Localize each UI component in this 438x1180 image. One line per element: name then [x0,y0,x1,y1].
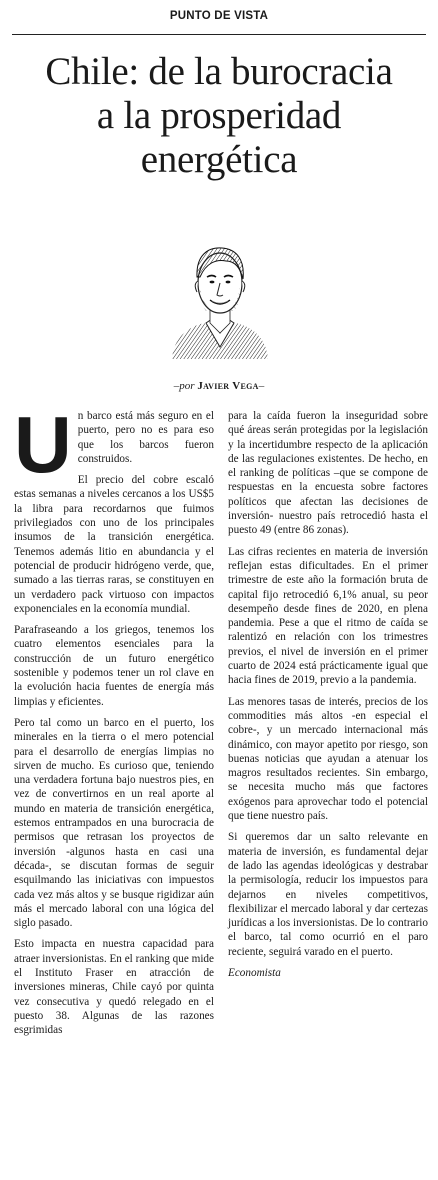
byline [0,380,438,392]
article-paragraph: Las menores tasas de interés, precios de los commodities más altos -en especial el cobre-, y un mercado internacional más dinámico, con mayor apetito por riesgo, son buenas noticias que ayudan a atenuar los magros resultados recientes. Sin embargo, se necesita mucho más que factores exógenos para aprovechar todo el potencial que tiene nuestro país. [228,695,428,823]
article-paragraph: Parafraseando a los griegos, tenemos los cuatro elementos esenciales para la construcción de un futuro energético sostenible y podemos tener un rol clave en la evolución hacia fuentes de energía más limpias y eficientes. [14,624,214,708]
article-paragraph [14,400,214,489]
section-label: PUNTO DE VISTA [169,10,269,22]
headline [0,50,438,182]
headline-line-2: a la prosperidad [96,94,342,137]
byline-prefix: –por [173,380,195,392]
author-title: Economista [228,966,281,979]
author-portrait-icon [170,237,270,359]
author-name: Javier Vega [197,380,259,392]
article-paragraph: Esto impacta en nuestra capacidad para atraer inversionistas. En el ranking que mide el Instituto Fraser en atracción de inversiones mineras, Chile cayó por quinta vez consecutiva y quedó relegado en el puesto 38. Algunas de las razones esgrimidas [14,938,214,1037]
article-paragraph: para la caída fueron la inseguridad sobre qué áreas serán protegidas por la legislación y la incertidumbre respecto de la aplicación de las regulaciones existentes. De hecho, en el ranking de políticas –que se compone de respuestas en la encuesta sobre factores políticos que afectan las decisiones de inversión- nuestro país retrocedió hasta el puesto 49 (entre 86 zonas). [228,410,428,537]
article-paragraph: Si queremos dar un salto relevante en materia de inversión, es fundamental dejar de lado las agendas ideológicas y destrabar la permisología, reducir los impuestos para dejarnos en niveles competitivos, flexibilizar el mercado laboral y dar certezas jurídicas a los inversionistas. De lo contrario el barco, tal como ocurrió en el paro reciente, seguirá varado en el puerto. [228,831,428,958]
article-paragraph: Las cifras recientes en materia de inversión reflejan estas dificultades. En el primer trimestre de este año la formación bruta de capital fijo retrocedió 6,1% anual, su peor desempeño desde fines de 2020, en plena pandemia. Pese a que el ritmo de caída se ralentizó en relación con los trimestres previos, el nivel de inversión en el primer cuarto de 2024 está prácticamente igual que hacia fines de 2019, previo a la pandemia. [228,545,428,687]
drop-cap: U [14,400,72,489]
article-paragraph: Pero tal como un barco en el puerto, los minerales en la tierra o el mero potencial para el desarrollo de energías limpias no sirven de mucho. Es curioso que, teniendo una verdadera fortuna bajo nuestros pies, en vez de convertirnos en un real aporte al mundo en materia de transición energética, estemos entrampados en una burocracia de permisos que retrasan los proyectos de inversión -algunos hasta en casi una década-, se discutan formas de seguir esquilmando las iniciativas con impuestos cada vez más altos y se busque rigidizar aún más el mercado laboral con una lógica del siglo pasado. [14,716,214,930]
headline-line-1: Chile: de la burocracia [45,50,393,93]
byline-suffix: – [258,380,265,392]
article-column-left [14,400,214,1044]
article-paragraph: El precio del cobre escaló estas semanas a niveles cercanos a los US$5 la libra para recordarnos que fuimos privilegiados con uno de los principales insumos de la transición energética. Tenemos además litio en abundancia y el potencial de producir hidrógeno verde, que, sumado a las tierras raras, se constituyen en un verdadero pack virtuoso con impactos exponenciales en la economía mundial. [14,474,214,615]
headline-line-3: energética [140,138,298,181]
paragraph-text: n barco está más seguro en el puerto, pero no es para eso que los barcos fueron construidos. [77,410,214,465]
section-divider [12,34,426,35]
article-column-right [228,409,428,987]
